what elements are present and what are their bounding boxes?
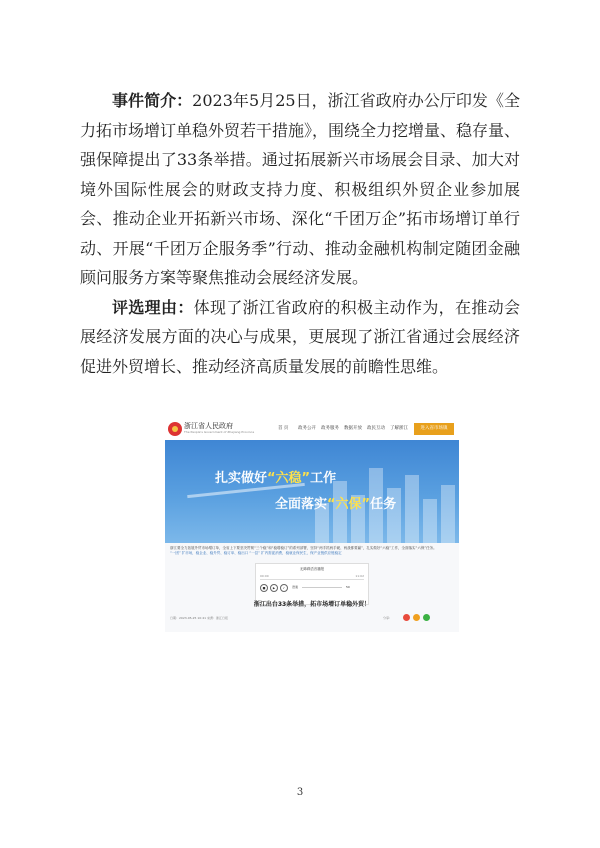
skyline-building [441, 485, 455, 543]
play-icon[interactable]: ▶ [270, 584, 278, 592]
speed-slider[interactable] [302, 587, 342, 588]
event-summary-lead: 事件简介： [112, 91, 193, 110]
skyline-building [333, 481, 347, 543]
audio-player-title: 无障碍语音播报 [299, 567, 325, 571]
nav-item-about-zhejiang[interactable]: 了解浙江 [390, 426, 408, 431]
summary-links[interactable]: “一团” 扩市场，稳企业、稳外贸、稳订单、稳出口 “一县” 扩内需促消费，稳就业保民生，保产业链供应链稳定 [170, 551, 342, 555]
site-top-nav [165, 418, 459, 440]
banner-summary [170, 546, 454, 556]
speed-label: 语速 [292, 585, 299, 589]
share-weibo-icon[interactable] [403, 614, 410, 621]
selection-reason-lead: 评选理由： [112, 297, 194, 317]
nav-item-gov-open[interactable]: 政务公开 [298, 426, 316, 431]
banner-slogan-2 [275, 493, 396, 512]
site-subtitle: The People's Government of Zhejiang Province [184, 430, 255, 434]
embedded-website-screenshot [165, 418, 459, 632]
selection-reason-text: 体现了浙江省政府的积极主动作为，在推动会展经济发展方面的决心与成果，更展现了浙江省通过会展经济促进外贸增长、推动经济高质量发展的前瞻性思维。 [80, 297, 520, 376]
stop-icon[interactable]: ■ [260, 584, 268, 592]
banner-slogan-2-highlight: “六保” [327, 497, 371, 512]
banner-slogan-1-text: 扎实做好 [215, 471, 268, 486]
event-summary-text: 2023年5月25日，浙江省政府办公厅印发《全力拓市场增订单稳外贸若干措施》，围绕全力挖增量、稳存量、强保障提出了33条举措。通过拓展新兴市场展会目录、加大对境外国际性展会的财政支持力度、积极组织外贸企业参加展会、推动企业开拓新兴市场、深化“千团万企”拓市场增订单行动、开展“千团万企服务季”行动、推动金融机构制定随团金融顾问服务方案等聚焦推动会展经济发展。 [80, 91, 521, 287]
banner-slogan-2-tail: 任务 [370, 497, 397, 512]
document-body [80, 86, 520, 381]
selection-reason-paragraph [80, 293, 520, 382]
share-wechat-icon[interactable] [423, 614, 430, 621]
nav-item-interaction[interactable]: 政民互动 [367, 426, 385, 431]
article-title: 浙江出台33条举措，拓市场增订单稳外贸！ [253, 601, 371, 608]
share-qzone-icon[interactable] [413, 614, 420, 621]
nav-cta-button[interactable]: 进入省市场镇 [414, 423, 454, 435]
banner-slogan-1 [215, 467, 336, 486]
skyline-building [405, 475, 419, 543]
page-number: 3 [296, 787, 304, 798]
nav-item-gov-service[interactable]: 政务服务 [321, 426, 339, 431]
audio-time-start: 00:00 [260, 574, 269, 578]
banner-slogan-1-tail: 工作 [310, 471, 337, 486]
share-label: 分享： [383, 616, 393, 620]
audio-progress-bar[interactable] [260, 579, 364, 580]
hero-banner [165, 440, 459, 543]
summary-text: 浙江要全力拓展外贸市场增订单，全省上下要坚决贯彻“三个稳”和“稳增稳订”的系列部署，坚持“两手抓两手硬、两战都要赢”，扎实做好“六稳”工作，全面落实“六保”任务。 [170, 546, 437, 550]
volume-icon[interactable]: ♪ [280, 584, 288, 592]
site-title: 浙江省人民政府 [184, 422, 233, 430]
banner-slogan-2-text: 全面落实 [275, 497, 328, 512]
nav-item-open-data[interactable]: 数据开放 [344, 426, 362, 431]
skyline-building [423, 499, 437, 543]
event-summary-paragraph [80, 86, 520, 293]
banner-slogan-1-highlight: “六稳” [267, 471, 311, 486]
article-meta: 日期：2023-05-25 10:41 来源：浙江日报 [170, 616, 228, 620]
audio-time-end: 11:02 [355, 574, 364, 578]
national-emblem-icon [168, 422, 182, 436]
nav-item-home[interactable]: 首 页 [278, 426, 289, 431]
speed-value: 50 [346, 585, 350, 589]
